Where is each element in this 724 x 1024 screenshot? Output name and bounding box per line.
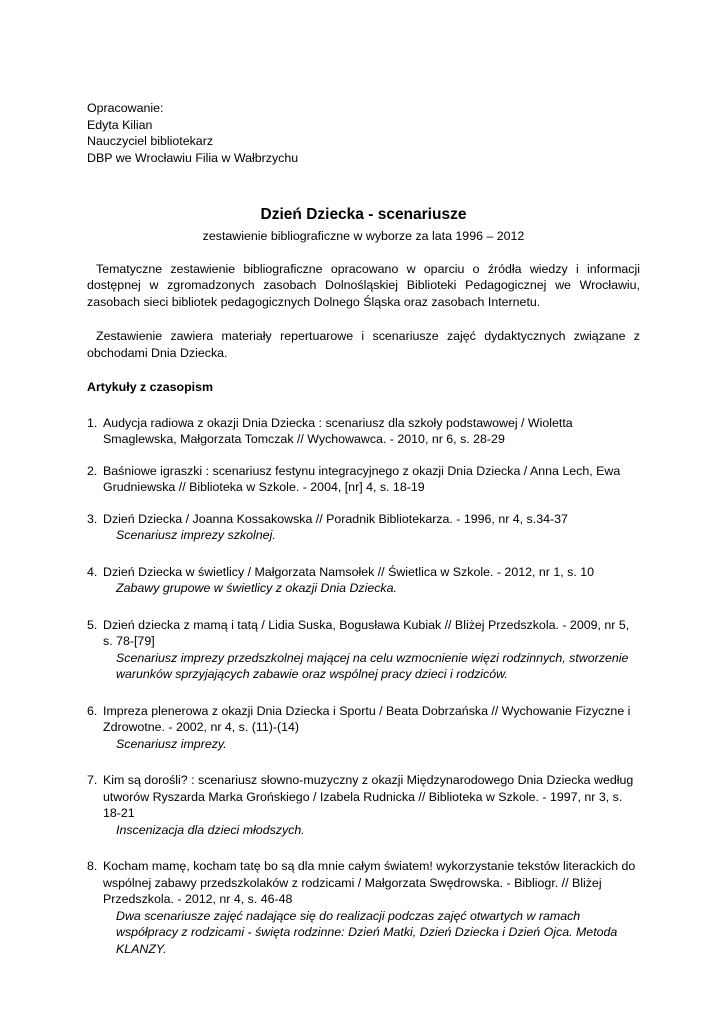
- entry-text: Dzień Dziecka w świetlicy / Małgorzata Namsołek // Świetlica w Szkole. - 2012, nr 1, s. 10: [103, 564, 594, 579]
- entry-text: Dzień dziecka z mamą i tatą / Lidia Suska, Bogusława Kubiak // Bliżej Przedszkola. - 2009, nr 5, s. 78-[79]: [103, 617, 630, 648]
- author-role: Nauczyciel bibliotekarz: [87, 134, 214, 148]
- bibliography-entry: [87, 415, 640, 448]
- bibliography-entry: [87, 511, 640, 544]
- author-block: [87, 100, 640, 166]
- intro-paragraph: Zestawienie zawiera materiały repertuarowe i scenariusze zajęć dydaktycznych związane z obchodami Dnia Dziecka.: [87, 329, 640, 360]
- intro-paragraph: Tematyczne zestawienie bibliograficzne opracowano w oparciu o źródła wiedzy i informacji dostępnej w zgromadzonych zasobach Dolnośląskiej Biblioteki Pedagogicznej we Wrocławiu, zasobach sieci bibliotek pedagogicznych Dolnego Śląska oraz zasobach Internetu.: [87, 261, 640, 309]
- bibliography-entry: [87, 858, 640, 957]
- entry-text: Kocham mamę, kocham tatę bo są dla mnie całym światem! wykorzystanie tekstów literackich do wspólnej zabawy przedszkolaków z rodzicami / Małgorzata Swędrowska. - Bibliogr. // Bliżej Przedszkola. - 2012, nr 4, s. 46-48: [103, 859, 636, 906]
- entry-number: 2.: [87, 463, 98, 478]
- entry-number: 8.: [87, 859, 98, 873]
- entry-note: Scenariusz imprezy.: [116, 736, 227, 751]
- entry-text: Baśniowe igraszki : scenariusz festynu integracyjnego z okazji Dnia Dziecka / Anna Lech, Ewa Grudniewska // Biblioteka w Szkole. - 2004, [nr] 4, s. 18-19: [103, 463, 621, 494]
- entry-number: 6.: [87, 703, 98, 718]
- entry-note: Inscenizacja dla dzieci młodszych.: [116, 822, 305, 837]
- entry-note: Scenariusz imprezy szkolnej.: [116, 528, 276, 542]
- entry-number: 1.: [87, 415, 98, 430]
- document-title: Dzień Dziecka - scenariusze: [260, 206, 467, 223]
- bibliography-entry: [87, 617, 640, 683]
- author-name: Edyta Kilian: [87, 117, 153, 132]
- bibliography-entry: [87, 772, 640, 838]
- document-page: [87, 100, 640, 972]
- entry-text: Kim są dorośli? : scenariusz słowno-muzyczny z okazji Międzynarodowego Dnia Dziecka według utworów Ryszarda Marka Grońskiego / Izabela Rudnicka // Biblioteka w Szkole. - 1997, nr 3, s. 18-21: [103, 773, 634, 820]
- entry-text: Audycja radiowa z okazji Dnia Dziecka : scenariusz dla szkoły podstawowej / Wioletta Smaglewska, Małgorzata Tomczak // Wychowawca. - 2010, nr 6, s. 28-29: [103, 415, 573, 446]
- entry-note: Scenariusz imprezy przedszkolnej mającej na celu wzmocnienie więzi rodzinnych, stworzenie warunków sprzyjających zabawie oraz wspólnej pracy dzieci i rodziców.: [116, 650, 629, 681]
- entry-text: Impreza plenerowa z okazji Dnia Dziecka i Sportu / Beata Dobrzańska // Wychowanie Fizyczne i Zdrowotne. - 2002, nr 4, s. (11)-(14): [103, 703, 631, 734]
- entry-note: Dwa scenariusze zajęć nadające się do realizacji podczas zajęć otwartych w ramach współpracy z rodzicami - święta rodzinne: Dzień Matki, Dzień Dziecka i Dzień Ojca. Metoda KLANZY.: [116, 908, 618, 956]
- bibliography-entry: [87, 703, 640, 753]
- author-institution: DBP we Wrocławiu Filia w Wałbrzychu: [87, 150, 299, 165]
- bibliography-entry: [87, 564, 640, 597]
- entry-number: 3.: [87, 511, 98, 526]
- entry-number: 5.: [87, 617, 98, 632]
- section-heading: Artykuły z czasopism: [87, 380, 214, 394]
- bibliography-entry: [87, 463, 640, 496]
- entry-text: Dzień Dziecka / Joanna Kossakowska // Poradnik Bibliotekarza. - 1996, nr 4, s.34-37: [103, 511, 568, 526]
- document-subtitle: zestawienie bibliograficzne w wyborze za lata 1996 – 2012: [202, 229, 525, 243]
- bibliography-list: [87, 415, 640, 958]
- entry-note: Zabawy grupowe w świetlicy z okazji Dnia Dziecka.: [116, 581, 397, 595]
- author-label: Opracowanie:: [87, 101, 164, 115]
- entry-number: 7.: [87, 773, 98, 787]
- entry-number: 4.: [87, 564, 98, 579]
